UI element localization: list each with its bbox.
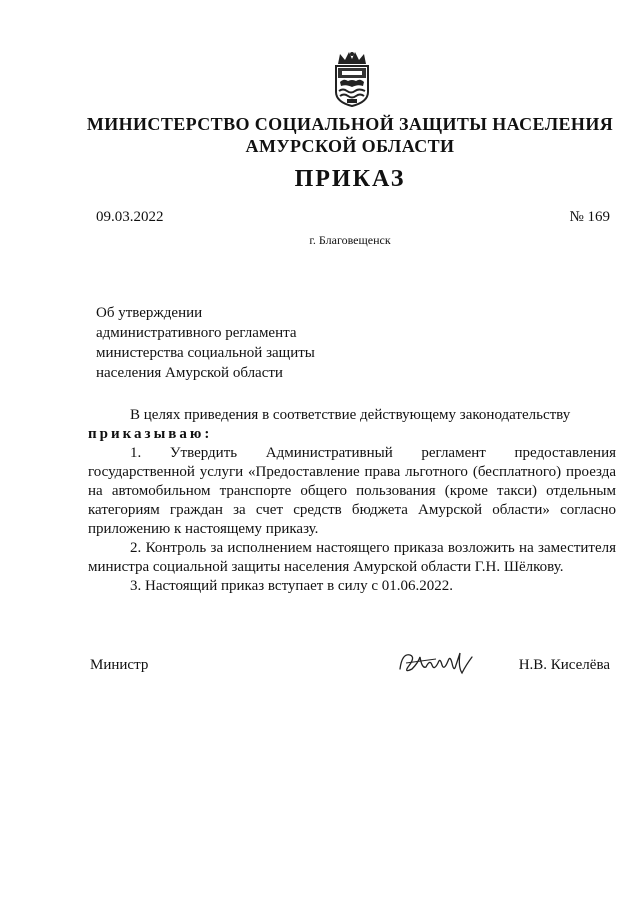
ministry-name [80,113,620,157]
document-number: № 169 [569,209,610,225]
document-subject [96,303,315,383]
signatory-role: Министр [90,657,149,673]
item-2: 2. Контроль за исполнением настоящего приказа возложить на заместителя министра социальной защиты населения Амурской области Г.Н. Шёлкову. [88,540,616,575]
document-date: 09.03.2022 [96,209,164,225]
document-title: ПРИКАЗ [294,166,406,192]
intro-paragraph: В целях приведения в соответствие действующему законодательству [130,407,571,423]
ministry-name-line2: АМУРСКОЙ ОБЛАСТИ [245,136,455,156]
item-1: 1. Утвердить Административный регламент предоставления государственной услуги «Предоставление права льготного (бесплатного) проезда на автомобильном транспорте общего пользования (кроме такси) отдельным категориям граждан за счет средств бюджета Амурской области» согласно приложению к настоящему приказу. [88,445,616,537]
orders-line [88,425,616,444]
subject-line1: Об утверждении [96,305,203,321]
item-3: 3. Настоящий приказ вступает в силу с 01.06.2022. [130,578,453,594]
signatory-name: Н.В. Киселёва [518,657,610,673]
coat-of-arms-icon [330,50,374,108]
document-body [88,406,616,596]
document-city: г. Благовещенск [309,233,391,247]
ministry-name-line1: МИНИСТЕРСТВО СОЦИАЛЬНОЙ ЗАЩИТЫ НАСЕЛЕНИЯ [86,114,614,134]
subject-line2: административного регламента [96,325,297,341]
orders-word: приказываю: [88,426,213,442]
subject-line4: населения Амурской области [96,365,283,381]
subject-line3: министерства социальной защиты [96,345,315,361]
handwritten-signature [396,645,476,679]
